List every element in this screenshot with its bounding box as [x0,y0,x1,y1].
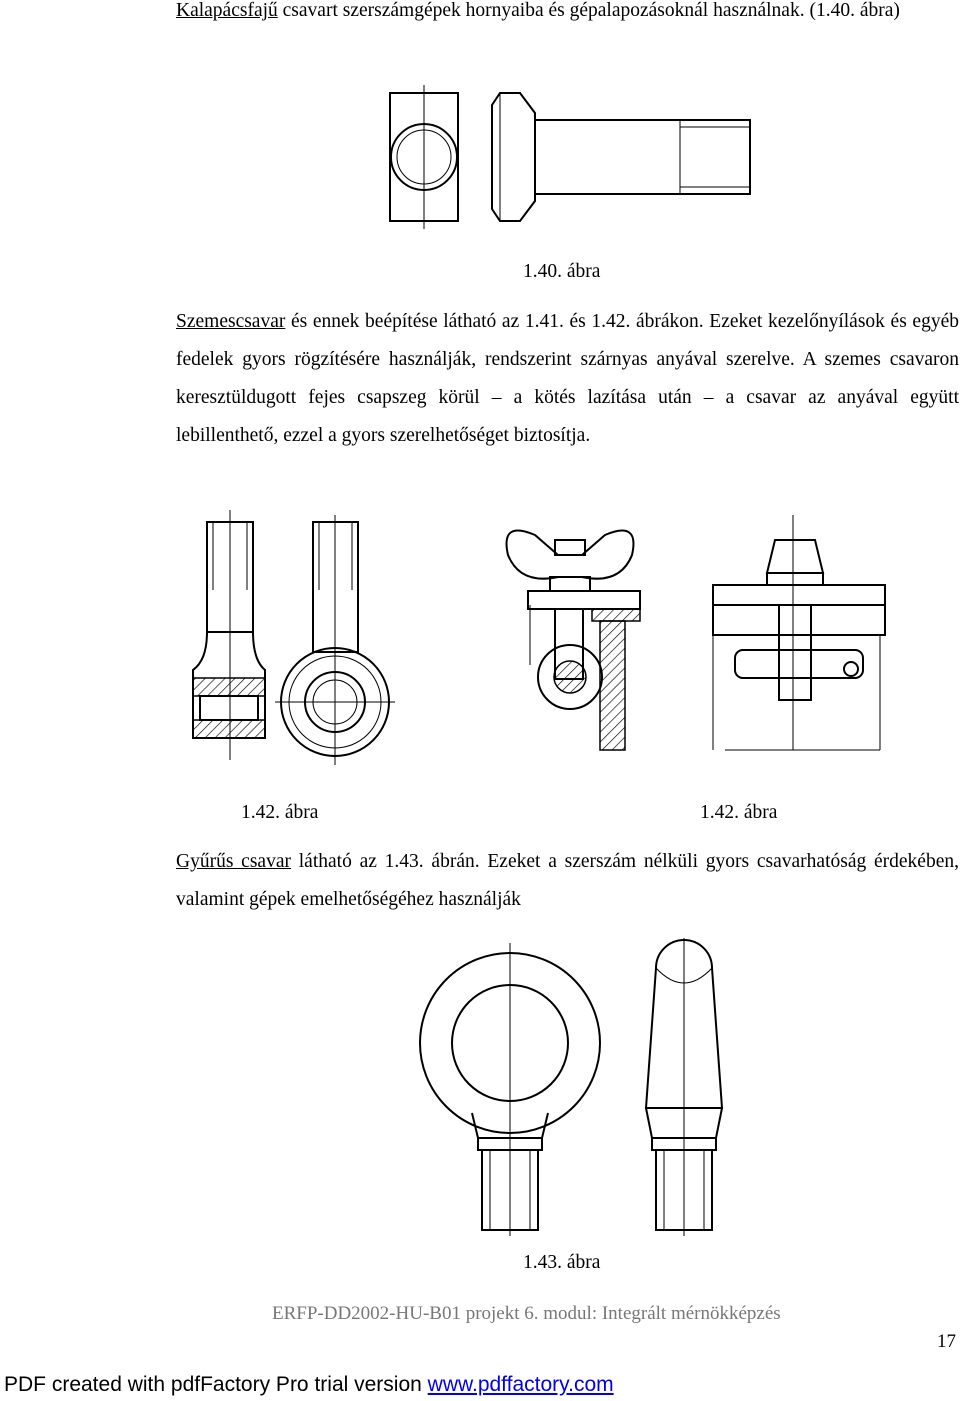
pdf-banner-text: PDF created with pdfFactory Pro trial version [4,1373,428,1396]
page-number: 17 [937,1331,956,1352]
figure-1-42-caption-right: 1.42. ábra [700,802,778,823]
term-ring-bolt: Gyűrűs csavar [176,851,291,872]
figure-1-42-eye-bolt-drawing [185,510,395,770]
figure-1-42-cover-drawing [705,515,895,755]
paragraph-hammer-bolt-text: csavart szerszámgépek hornyaiba és gépalapozásoknál használnak. (1.40. ábra) [277,0,900,21]
figure-1-42-wing-nut-drawing [500,515,640,755]
paragraph-eye-bolt [176,303,959,455]
paragraph-ring-bolt [176,843,959,919]
term-hammer-bolt: Kalapácsfajű [176,0,278,21]
term-eye-bolt: Szemescsavar [176,311,286,332]
paragraph-hammer-bolt [176,0,959,30]
paragraph-eye-bolt-text: és ennek beépítése látható az 1.41. és 1.42. ábrákon. Ezeket kezelőnyílások és egyéb fedelek gyors rögzítésére használják, rendszerint szárnyas anyával szerelve. A szemes csavaron keresztüldugott fejes csapszeg körül – a kötés lazítása után – a csavar az anyával együtt lebillenthető, ezzel a gyors szerelhetőséget biztosítja. [176,311,959,446]
pdf-banner [4,1373,614,1397]
figure-1-43-ring-bolt-drawing [400,938,740,1238]
figure-1-43-caption: 1.43. ábra [523,1252,601,1273]
footer-project-line: ERFP-DD2002-HU-B01 projekt 6. modul: Integrált mérnökképzés [272,1303,781,1324]
pdffactory-link[interactable]: www.pdffactory.com [427,1373,614,1396]
figure-1-40-drawing [380,85,760,230]
figure-1-40-caption: 1.40. ábra [523,261,601,282]
figure-1-42-caption-left: 1.42. ábra [241,802,319,823]
paragraph-ring-bolt-text: látható az 1.43. ábrán. Ezeket a szerszám nélküli gyors csavarhatóság érdekében, valamint gépek emelhetőségéhez használják [176,851,959,910]
